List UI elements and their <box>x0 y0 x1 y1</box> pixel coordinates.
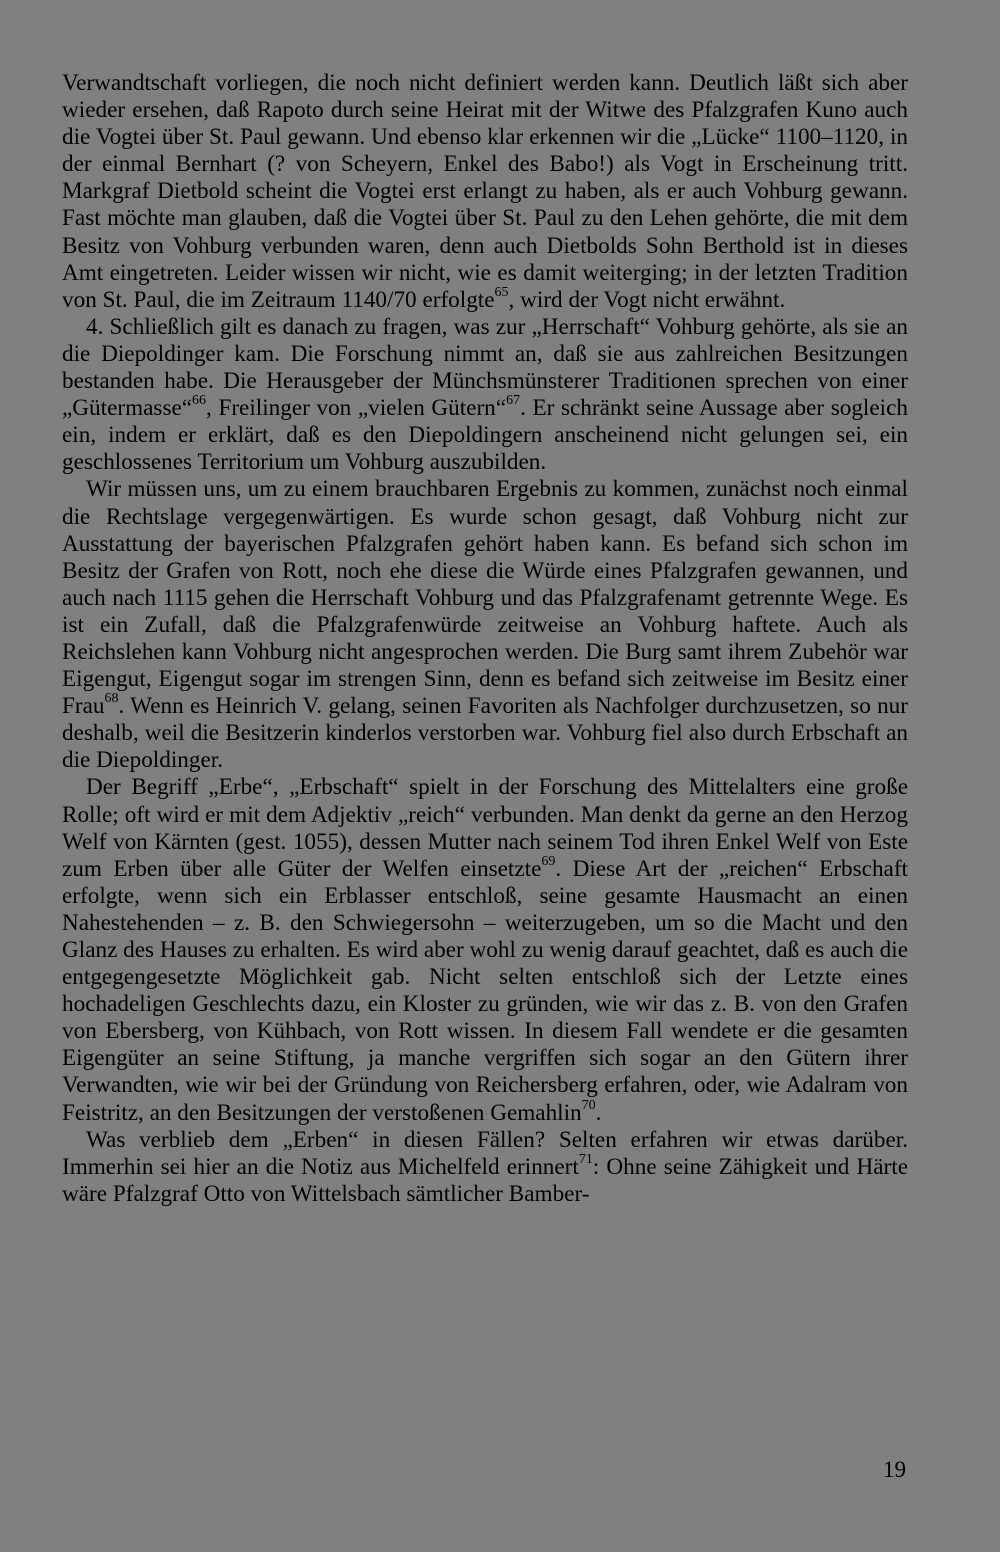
page-body <box>62 70 908 1208</box>
paragraph-text: Was verblieb dem „Erben“ in diesen Fällen? Selten erfahren wir etwas darüber. Immerhin sei hier an die Notiz aus Michelfeld erinnert <box>62 1126 908 1180</box>
paragraph-text: Wir müssen uns, um zu einem brauchbaren Ergebnis zu kommen, zunächst noch einmal die Rechtslage vergegenwärtigen. Es wurde schon gesagt, daß Vohburg nicht zur Ausstattung der bayerischen Pfalzgrafen gehört haben kann. Es befand sich schon im Besitz der Grafen von Rott, noch ehe diese die Würde eines Pfalzgrafen gewannen, und auch nach 1115 gehen die Herrschaft Vohburg und das Pfalzgrafenamt getrennte Wege. Es ist ein Zufall, daß die Pfalzgrafenwürde zeitweise an Vohburg haftete. Auch als Reichslehen kann Vohburg nicht angesprochen werden. Die Burg samt ihrem Zubehör war Eigengut, Eigengut sogar im strengen Sinn, denn es befand sich zeitweise im Besitz einer Frau <box>62 476 908 720</box>
footnote-ref-68: 68 <box>104 691 119 707</box>
paragraph-text: Verwandtschaft vorliegen, die noch nicht definiert werden kann. Deutlich läßt sich aber wieder ersehen, daß Rapoto durch seine Heirat mit der Witwe des Pfalzgrafen Kuno auch die Vogtei über St. Paul gewann. Und ebenso klar erkennen wir die „Lücke“ 1100–1120, in der einmal Bernhart (? von Scheyern, Enkel des Babo!) als Vogt in Erscheinung tritt. Markgraf Dietbold scheint die Vogtei erst erlangt zu haben, als er auch Vohburg gewann. Fast möchte man glauben, daß die Vogtei über St. Paul zu den Lehen gehörte, die mit dem Besitz von Vohburg verbunden waren, denn auch Dietbolds Sohn Berthold ist in dieses Amt eingetreten. Leider wissen wir nicht, wie es damit weiterging; in der letzten Tradition von St. Paul, die im Zeitraum 1140/70 erfolgte <box>62 70 908 313</box>
paragraph-4 <box>62 774 908 1126</box>
footnote-ref-65: 65 <box>494 285 509 301</box>
paragraph-text: , Freilinger von „vielen Gütern“ <box>206 395 507 422</box>
footnote-ref-70: 70 <box>581 1097 596 1113</box>
paragraph-text: . <box>595 1099 602 1126</box>
paragraph-text: . Er schränkt seine Aussage aber sogleich ein, indem er erklärt, daß es den Diepoldingern anscheinend nicht gelungen sei, ein geschlossenes Territorium um Vohburg auszubilden. <box>62 395 908 476</box>
footnote-ref-67: 67 <box>506 393 521 409</box>
footnote-ref-66: 66 <box>192 393 207 409</box>
footnote-ref-69: 69 <box>541 853 556 869</box>
paragraph-text: 4. Schließlich gilt es danach zu fragen, was zur „Herrschaft“ Vohburg gehörte, als sie an die Diepoldinger kam. Die Forschung nimmt an, daß sie aus zahlreichen Besitzungen bestanden habe. Die Herausgeber der Münchsmünsterer Traditionen sprechen von einer „Gütermasse“ <box>62 313 908 422</box>
paragraph-text: Der Begriff „Erbe“, „Erbschaft“ spielt in der Forschung des Mittelalters eine große Rolle; oft wird er mit dem Adjektiv „reich“ verbunden. Man denkt da gerne an den Herzog Welf von Kärnten (gest. 1055), dessen Mutter nach seinem Tod ihren Enkel Welf von Este zum Erben über alle Güter der Welfen einsetzte <box>62 774 908 882</box>
paragraph-3 <box>62 476 908 774</box>
paragraph-text: . Diese Art der „reichen“ Erbschaft erfolgte, wenn sich ein Erblasser entschloß, seine gesamte Hausmacht an einen Nahestehenden – z. B. den Schwiegersohn – weiterzugeben, um so die Macht und den Glanz des Hauses zu erhalten. Es wird aber wohl zu wenig darauf geachtet, daß es auch die entgegengesetzte Möglichkeit gab. Nicht selten entschloß sich der Letzte eines hochadeligen Geschlechts dazu, ein Kloster zu gründen, wie wir das z. B. von den Grafen von Ebersberg, von Kühbach, von Rott wissen. In diesem Fall wendete er die gesamten Eigengüter an seine Stiftung, ja manche vergriffen sich sogar an den Gütern ihrer Verwandten, wie wir bei der Gründung von Reichersberg erfahren, oder, wie Adalram von Feistritz, an den Besitzungen der verstoßenen Gemahlin <box>62 855 909 1126</box>
paragraph-text: , wird der Vogt nicht erwähnt. <box>508 286 786 313</box>
paragraph-text: : Ohne seine Zähigkeit und Härte wäre Pfalzgraf Otto von Wittelsbach sämtlicher Bamber- <box>62 1153 908 1207</box>
footnote-ref-71: 71 <box>578 1152 593 1168</box>
paragraph-5 <box>62 1127 908 1208</box>
paragraph-text: . Wenn es Heinrich V. gelang, seinen Favoriten als Nachfolger durchzusetzen, so nur deshalb, weil die Besitzerin kinderlos verstorben war. Vohburg fiel also durch Erbschaft an die Diepoldinger. <box>62 693 908 774</box>
paragraph-1 <box>62 70 908 314</box>
page-number: 19 <box>883 1457 906 1482</box>
paragraph-2 <box>62 314 908 477</box>
